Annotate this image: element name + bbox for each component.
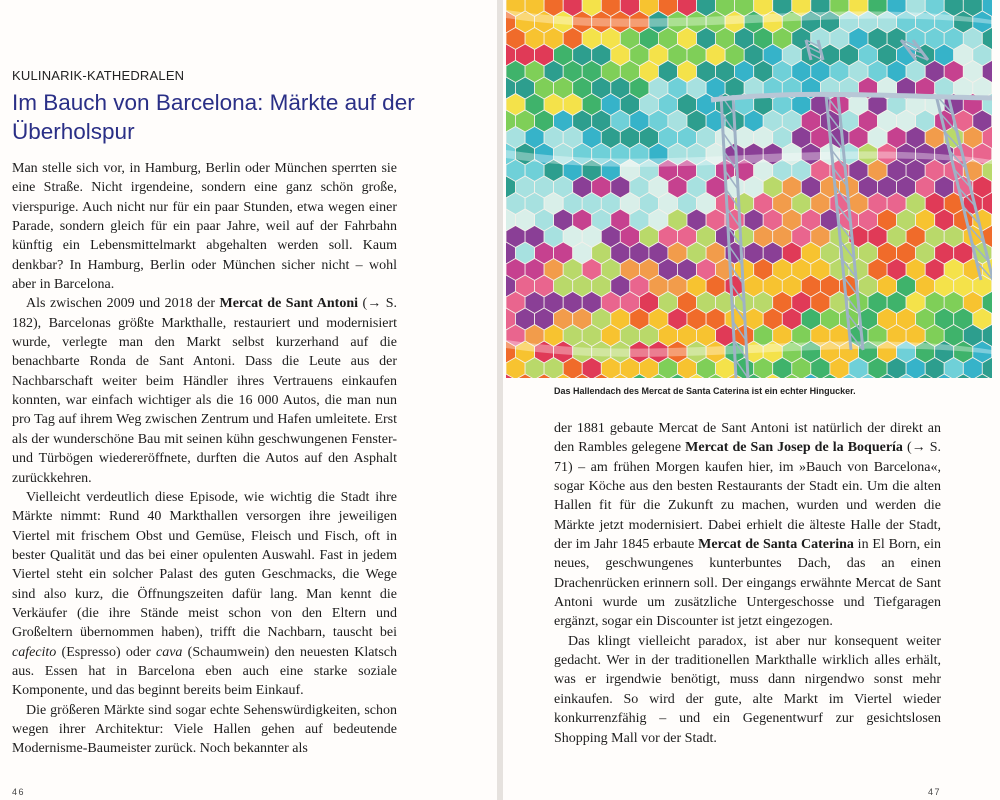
- section-kicker: KULINARIK-KATHEDRALEN: [12, 68, 185, 83]
- article-body-left: [12, 159, 397, 759]
- italic-term: cava: [156, 644, 183, 660]
- bold-term: Mercat de Santa Caterina: [698, 537, 854, 553]
- body-paragraph: [12, 159, 397, 294]
- text-run: Man stelle sich vor, in Hamburg, Berlin oder München sperrten sie eine Straße. Nicht irgendeine, sondern eine ganz schön große, vierspurige. Auch nicht nur für ein paar Stunden, etwa wegen einer Parade, sondern gleich für ein paar Jahre, weil auf der Fahrbahn künftig ein Lebensmittelmarkt abgehalten werden soll. Kaum denkbar? In Hamburg, Berlin oder München sicher nicht – wohl aber in Barcelona.: [12, 161, 397, 293]
- text-run: Das klingt vielleicht paradox, ist aber nur konsequent weiter gedacht. Wer in der traditionellen Markthalle wirklich alles erhält, was er irgendwie benötigt, muss dann nirgendwo sonst mehr einkaufen. So wird der gute, alte Markt im Viertel wieder konkurrenzfähig – und ein Gegenentwurf zur gesichtslosen Shopping Mall vor der Stadt.: [554, 633, 941, 746]
- text-run: Vielleicht verdeutlich diese Episode, wie wichtig die Stadt ihre Märkte nimmt: Rund 40 Markthallen versorgen ihre jeweiligen Viertel mit frischem Obst und Gemüse, Fleisch und Fisch, oft in bester Qualität und das bei einer opulenten Auswahl. Fast in jedem Viertel steht ein solcher Palast des guten Geschmacks, die Wege sind also kurz, die Öffnungszeiten dafür lang. Man kennt die Verkäufer (die ihre Stände meist schon von den Eltern und Großeltern übernommen haben), trifft die Nachbarn, tauscht bei: [12, 489, 397, 641]
- bold-term: Mercat de San Josep de la Boquería: [685, 440, 903, 456]
- body-paragraph: [12, 701, 397, 759]
- mosaic-roof-photo: [506, 0, 992, 378]
- text-run: (→ S. 182), Barcelonas größte Markthalle, restauriert und modernisiert wurde, verlegte man den Markt selbst kurzerhand auf die benachbarte Ronda de Sant Antoni. Dass die Leute aus der Nachbarschaft weiter beim Händler ihres Vertrauens einkaufen konnten, war einfach wichtiger als die 16 000 Autos, die man nun pro Tag auf ihrem Weg zwischen Zentrum und Hafen umleitete. Erst als der wunderschöne Bau mit seinen kühn geschwungenen Fenster- und Türbögen wiedereröffnete, durften die Autos auf den Asphalt zurückkehren.: [12, 296, 397, 486]
- body-paragraph: [554, 419, 941, 632]
- photo-caption: Das Hallendach des Mercat de Santa Caterina ist ein echter Hingucker.: [554, 386, 856, 396]
- page-number-right: 47: [928, 787, 942, 797]
- right-page: [503, 0, 1000, 800]
- bold-term: Mercat de Sant Antoni: [219, 296, 359, 312]
- italic-term: cafecito: [12, 644, 57, 660]
- text-run: der 1881 gebaute Mercat de Sant Antoni ist natürlich der direkt an den Rambles gelegene: [554, 421, 941, 456]
- text-run: Die größeren Märkte sind sogar echte Sehenswürdigkeiten, schon wegen ihrer Architektur: Viele Hallen gehen auf bedeutende Modernisme-Baumeister zurück. Noch bekannter als: [12, 702, 397, 757]
- page-number-left: 46: [12, 787, 26, 797]
- text-run: (→ S. 71) – am frühen Morgen kaufen hier, im »Bauch von Barcelona«, sogar Köche aus den besten Restaurants der Stadt ein. Um die alten Hallen fit für die Zukunft zu machen, wurden und werden die Märkte jetzt modernisiert. Dabei erhielt die älteste Halle der Stadt, der im Jahr 1845 erbaute: [554, 440, 941, 553]
- text-run: Als zwischen 2009 und 2018 der: [26, 296, 220, 312]
- body-paragraph: [12, 488, 397, 701]
- text-run: in El Born, ein neues, geschwungenes kunterbuntes Dach, das an einen Drachenrücken erinnern soll. Der eingangs erwähnte Mercat de Sant Antoni wurde um zusätzliche Untergeschosse und Tiefgaragen ergänzt, sogar ein Discounter ist jetzt eingezogen.: [554, 537, 941, 630]
- body-paragraph: [12, 294, 397, 487]
- article-body-right: [554, 419, 941, 748]
- body-paragraph: [554, 632, 941, 748]
- left-page: [0, 0, 497, 800]
- article-headline: Im Bauch von Barcelona: Märkte auf der Überholspur: [12, 90, 415, 144]
- text-run: (Schaumwein) den neuesten Klatsch aus. Essen hat in Barcelona eben auch eine starke soziale Komponente, und das beginnt bereits beim Einkauf.: [12, 644, 397, 699]
- text-run: (Espresso) oder: [56, 644, 156, 660]
